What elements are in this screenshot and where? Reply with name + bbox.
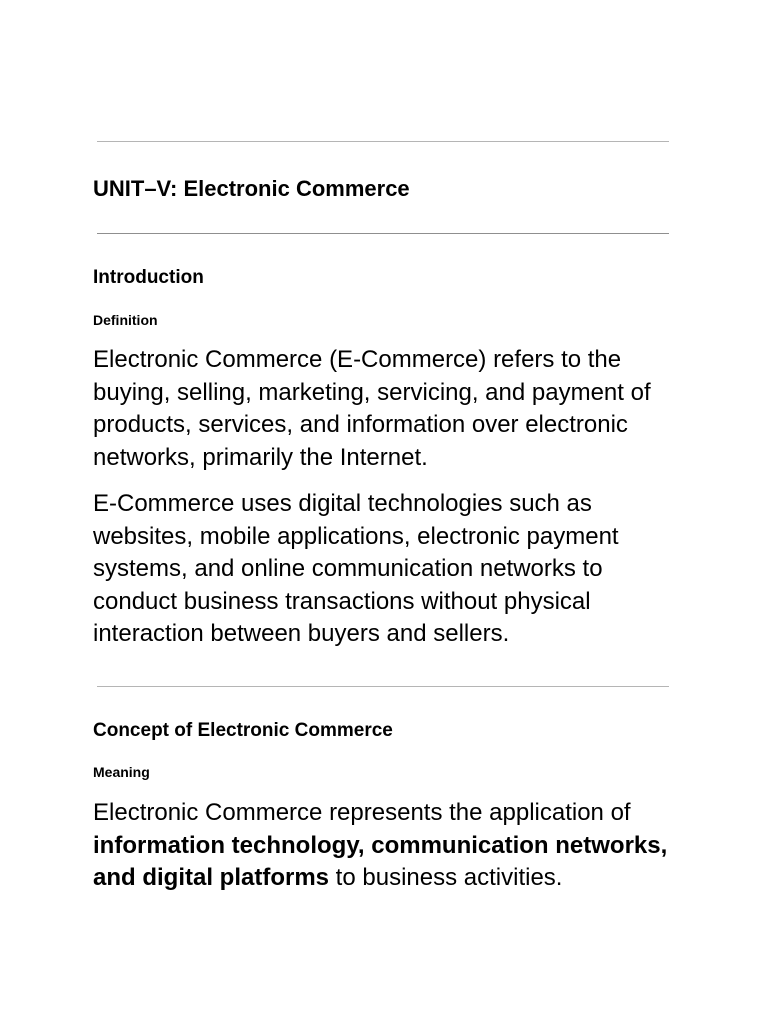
section-heading-introduction: Introduction bbox=[93, 267, 204, 288]
paragraph-definition: Electronic Commerce (E-Commerce) refers to the buying, selling, marketing, servicing, and payment of products, services, and information over electronic networks, primarily the Internet. bbox=[93, 346, 651, 471]
paragraph-meaning-text-after: to business activities. bbox=[329, 864, 563, 891]
divider-top bbox=[97, 141, 669, 142]
divider-section bbox=[97, 686, 669, 687]
subheading-definition: Definition bbox=[93, 312, 158, 328]
paragraph-meaning-emphasis: information technology, communication networks, and digital platforms bbox=[93, 831, 668, 891]
paragraph-meaning-text-before: Electronic Commerce represents the application of bbox=[93, 799, 631, 826]
section-heading-concept: Concept of Electronic Commerce bbox=[93, 720, 393, 741]
paragraph-meaning bbox=[93, 797, 683, 895]
subheading-meaning: Meaning bbox=[93, 764, 150, 780]
divider-after-title bbox=[97, 233, 669, 234]
paragraph-ecommerce-technologies: E-Commerce uses digital technologies such as websites, mobile applications, electronic payment systems, and online communication networks to conduct business transactions without physical interaction between buyers and sellers. bbox=[93, 490, 619, 647]
page-title: UNIT–V: Electronic Commerce bbox=[93, 176, 410, 201]
